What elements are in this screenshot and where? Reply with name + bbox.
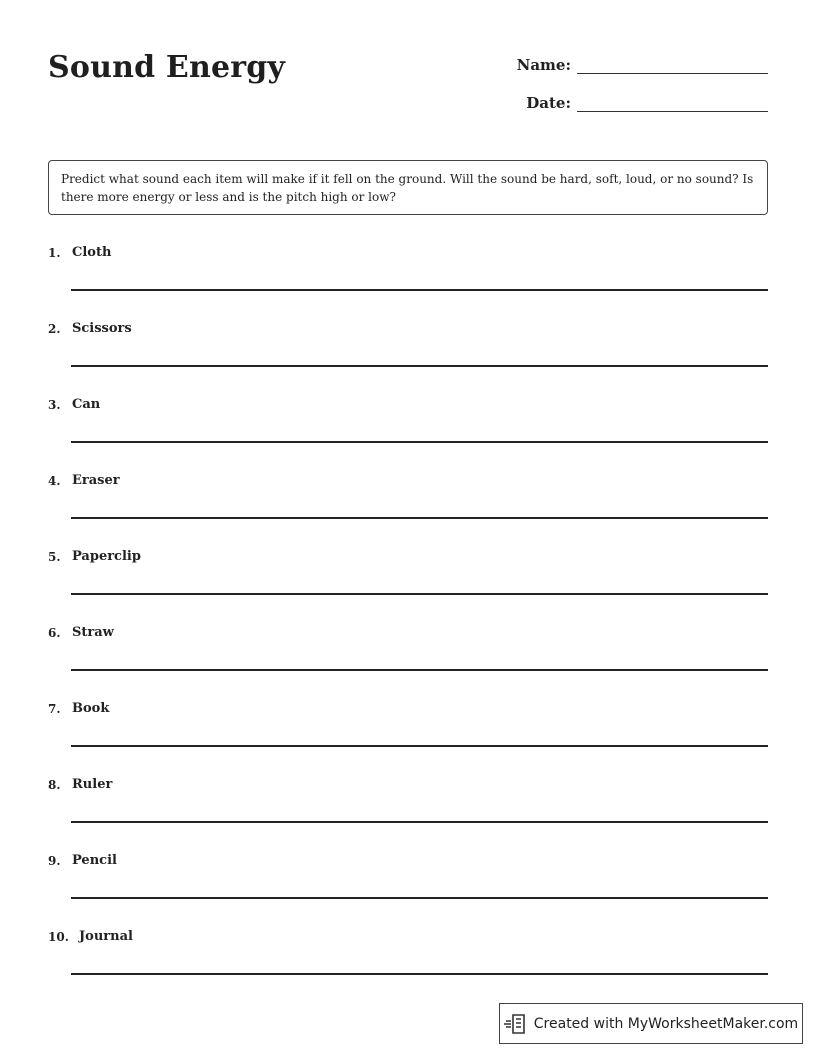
question-number: 8. — [48, 778, 61, 792]
question-item — [48, 472, 768, 548]
name-label: Name: — [516, 56, 571, 74]
question-text: Eraser — [72, 473, 120, 488]
answer-line — [71, 821, 768, 823]
name-line — [577, 52, 768, 74]
question-number: 6. — [48, 626, 61, 640]
question-item — [48, 928, 768, 1004]
answer-line — [71, 897, 768, 899]
page-title: Sound Energy — [48, 50, 286, 85]
question-number: 1. — [48, 246, 61, 260]
question-text: Book — [72, 701, 110, 716]
question-item — [48, 244, 768, 320]
question-item — [48, 852, 768, 928]
question-number: 5. — [48, 550, 61, 564]
question-number: 4. — [48, 474, 61, 488]
question-text: Cloth — [72, 245, 112, 260]
question-item — [48, 776, 768, 852]
question-item — [48, 548, 768, 624]
date-field — [526, 90, 768, 112]
date-label: Date: — [526, 94, 571, 112]
answer-line — [71, 441, 768, 443]
answer-line — [71, 365, 768, 367]
answer-line — [71, 517, 768, 519]
name-field — [517, 52, 768, 74]
question-item — [48, 396, 768, 472]
answer-line — [71, 745, 768, 747]
question-list — [48, 244, 768, 1004]
question-text: Journal — [79, 929, 133, 944]
question-item — [48, 320, 768, 396]
question-number: 10. — [48, 930, 69, 944]
worksheet-maker-logo-icon — [504, 1013, 528, 1035]
answer-line — [71, 669, 768, 671]
question-text: Pencil — [72, 853, 117, 868]
question-text: Scissors — [72, 321, 132, 336]
date-line — [577, 90, 768, 112]
question-item — [48, 700, 768, 776]
answer-line — [71, 973, 768, 975]
question-item — [48, 624, 768, 700]
question-text: Paperclip — [72, 549, 141, 564]
question-text: Can — [72, 397, 101, 412]
answer-line — [71, 289, 768, 291]
question-number: 3. — [48, 398, 61, 412]
question-number: 9. — [48, 854, 61, 868]
answer-line — [71, 593, 768, 595]
instructions-box: Predict what sound each item will make if it fell on the ground. Will the sound be hard, soft, loud, or no sound? Is there more energy or less and is the pitch high or low? — [48, 160, 768, 215]
question-text: Ruler — [72, 777, 113, 792]
question-number: 7. — [48, 702, 61, 716]
question-text: Straw — [72, 625, 114, 640]
question-number: 2. — [48, 322, 61, 336]
created-with-badge[interactable] — [499, 1003, 803, 1044]
badge-text: Created with MyWorksheetMaker.com — [533, 1015, 799, 1032]
